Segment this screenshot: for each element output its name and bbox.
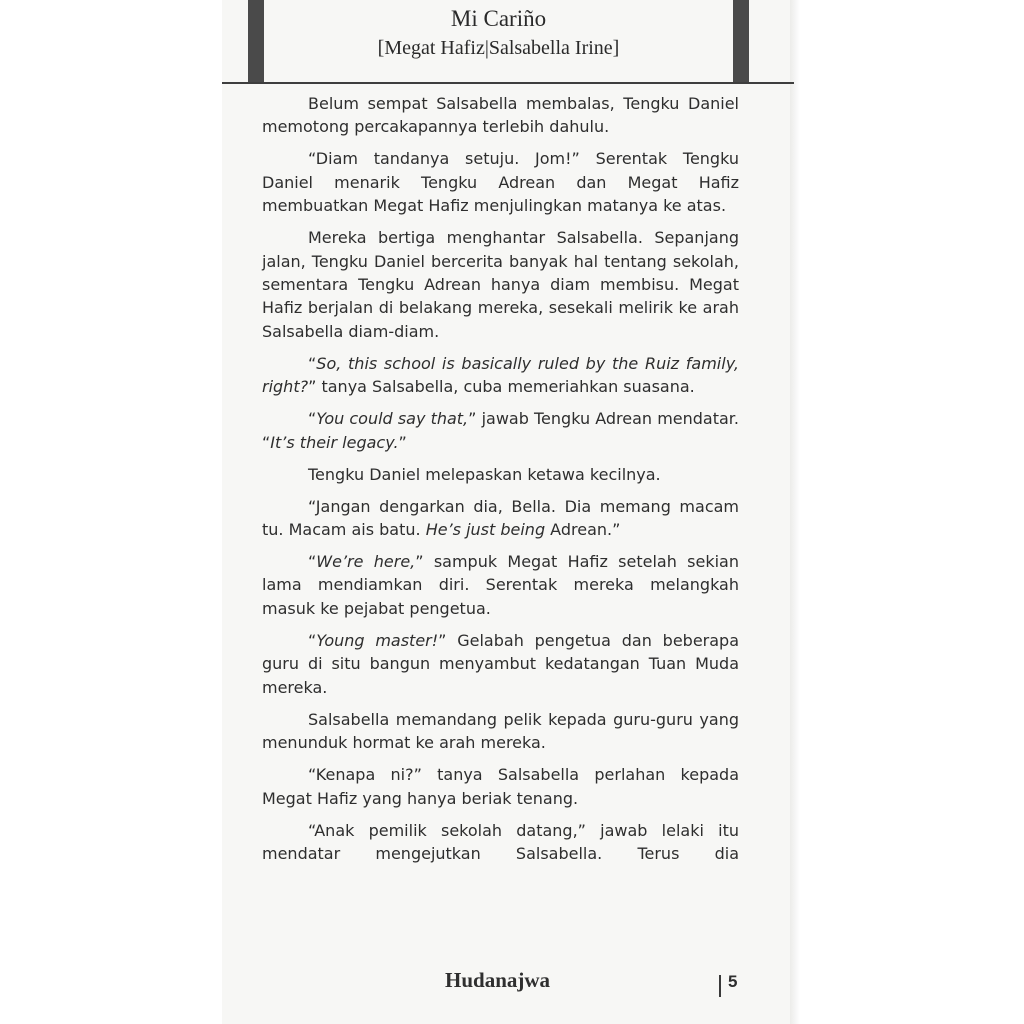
text-run: “Anak pemilik sekolah datang,” jawab lelaki itu mendatar mengejutkan Salsabella. Terus dia bbox=[262, 820, 739, 863]
paragraph bbox=[262, 629, 739, 699]
page-body-text bbox=[262, 92, 739, 865]
text-run: Tengku Daniel melepaskan ketawa kecilnya. bbox=[308, 464, 661, 484]
footer-divider bbox=[719, 975, 721, 997]
paragraph bbox=[262, 495, 739, 542]
text-run: “ bbox=[308, 552, 317, 572]
text-run: ” sampuk Megat Hafiz setelah sekian lama mendiamkan diri. Serentak mereka melangkah masuk ke pejabat pengetua. bbox=[262, 552, 739, 618]
paragraph bbox=[262, 226, 739, 343]
italic-text-run: So, this school is basically ruled by the Ruiz family, right? bbox=[262, 353, 739, 397]
italic-text-run: You could say that, bbox=[316, 409, 469, 429]
book-subtitle: [Megat Hafiz|Salsabella Irine] bbox=[377, 37, 620, 59]
text-run: “Jangan dengarkan dia, Bella. Dia memang macam tu. Macam ais batu. bbox=[262, 496, 739, 540]
italic-text-run: He’s just being bbox=[425, 520, 546, 540]
header-tab-left bbox=[248, 0, 264, 82]
text-run: “ bbox=[308, 409, 317, 429]
paragraph bbox=[262, 352, 739, 399]
page-number: 5 bbox=[728, 972, 738, 991]
paragraph bbox=[262, 463, 739, 486]
text-run: Salsabella memandang pelik kepada guru-guru yang menunduk hormat ke arah mereka. bbox=[262, 709, 739, 753]
italic-text-run: Young master! bbox=[316, 630, 439, 650]
italic-text-run: We’re here, bbox=[316, 552, 416, 572]
header-tab-right bbox=[733, 0, 749, 82]
paragraph bbox=[262, 708, 739, 755]
paragraph bbox=[262, 147, 739, 217]
text-run: ” jawab Tengku Adrean mendatar. “ bbox=[262, 409, 740, 452]
text-run: Mereka bertiga menghantar Salsabella. Sepanjang jalan, Tengku Daniel bercerita banyak hal tentang sekolah, sementara Tengku Adrean hanya diam membisu. Megat Hafiz berjalan di belakang mereka, sesekali melirik ke arah Salsabella diam-diam. bbox=[262, 228, 739, 341]
italic-text-run: It’s their legacy. bbox=[270, 432, 399, 452]
paragraph bbox=[262, 92, 739, 139]
paragraph bbox=[262, 550, 739, 620]
book-title: Mi Cariño bbox=[450, 6, 547, 31]
text-run: Adrean.” bbox=[545, 520, 621, 540]
text-run: “ bbox=[308, 353, 317, 373]
paragraph bbox=[262, 763, 739, 810]
footer-author: Hudanajwa bbox=[445, 968, 551, 992]
paragraph bbox=[262, 407, 739, 454]
text-run: ” bbox=[398, 432, 407, 452]
text-run: ” Gelabah pengetua dan beberapa guru di situ bangun menyambut kedatangan Tuan Muda mereka. bbox=[262, 630, 740, 697]
text-run: “Diam tandanya setuju. Jom!” Serentak Tengku Daniel menarik Tengku Adrean dan Megat Hafiz membuatkan Megat Hafiz menjulingkan matanya ke atas. bbox=[262, 149, 739, 216]
running-header bbox=[264, 4, 733, 62]
text-run: “ bbox=[308, 630, 317, 650]
text-run: Belum sempat Salsabella membalas, Tengku Daniel memotong percakapannya terlebih dahulu. bbox=[262, 94, 739, 137]
page-edge-shadow bbox=[790, 0, 800, 1024]
text-run: ” tanya Salsabella, cuba memeriahkan suasana. bbox=[308, 377, 695, 397]
header-rule bbox=[222, 82, 794, 84]
text-run: “Kenapa ni?” tanya Salsabella perlahan kepada Megat Hafiz yang hanya beriak tenang. bbox=[262, 765, 739, 808]
paragraph bbox=[262, 819, 739, 866]
